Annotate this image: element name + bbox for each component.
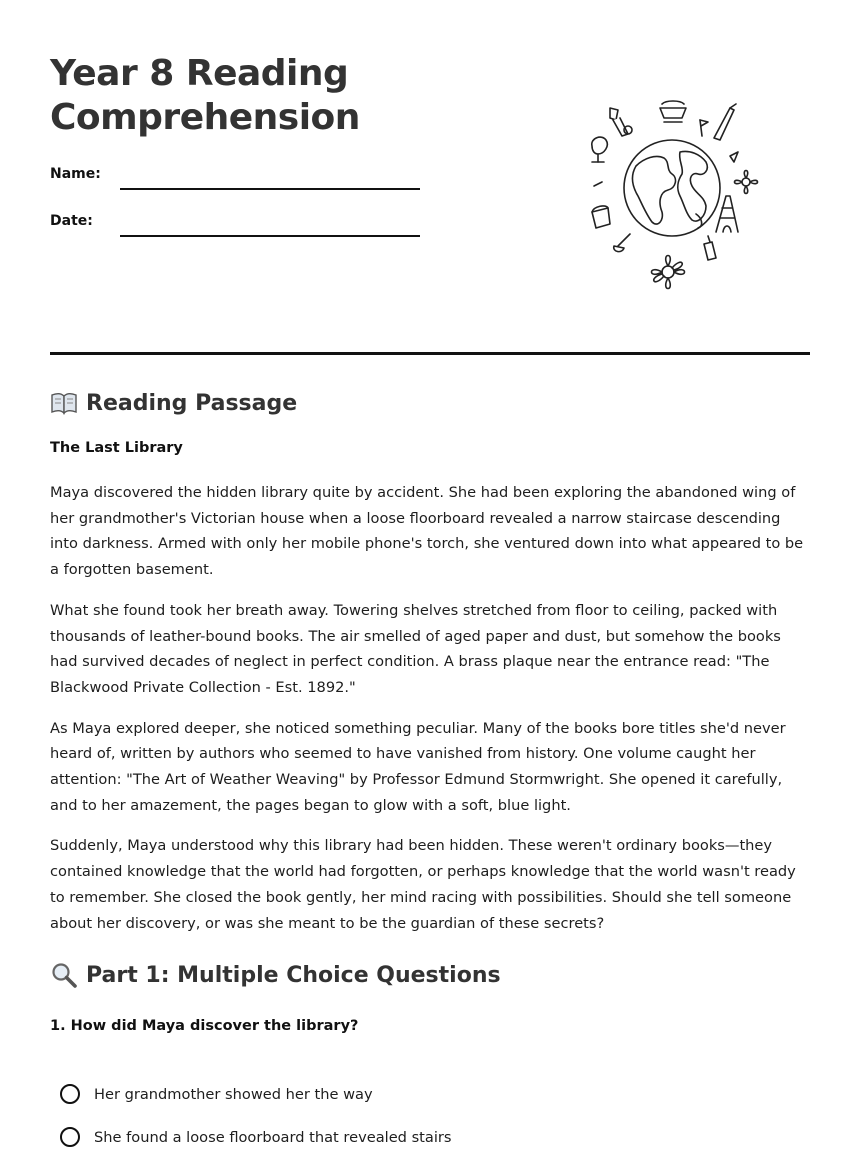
question-1-text: 1. How did Maya discover the library? — [50, 1018, 359, 1034]
passage-title: The Last Library — [50, 440, 183, 456]
world-landmarks-globe-icon — [580, 96, 770, 296]
passage-body — [50, 480, 810, 951]
radio-button[interactable] — [60, 1127, 80, 1147]
worksheet-page — [50, 0, 810, 1146]
passage-paragraph: Suddenly, Maya understood why this library had been hidden. These weren't ordinary books—they contained knowledge that the world had forgotten, or perhaps knowledge that the world wasn't ready to remember. She closed the book gently, her mind racing with possibilities. Should she tell someone about her discovery, or was she meant to be the guardian of these secrets? — [50, 837, 796, 932]
reading-passage-heading — [50, 390, 297, 416]
passage-paragraph: As Maya explored deeper, she noticed something peculiar. Many of the books bore titles she'd never heard of, written by authors who seemed to have vanished from history. One volume caught her attention: "The Art of Weather Weaving" by Professor Edmund Stormwright. She opened it carefully, and to her amazement, the pages began to glow with a soft, blue light. — [50, 719, 786, 814]
date-field[interactable] — [50, 213, 420, 237]
mcq-heading — [50, 962, 501, 988]
passage-paragraph: Maya discovered the hidden library quite by accident. She had been exploring the abandoned wing of her grandmother's Victorian house when a loose floorboard revealed a narrow staircase descending into darkness. Armed with only her mobile phone's torch, she ventured down into what appeared to be a forgotten basement. — [50, 484, 804, 579]
page-title — [50, 52, 490, 140]
question-1-option-a[interactable] — [60, 1084, 373, 1104]
title-line-1: Year 8 Reading — [50, 53, 349, 94]
reading-passage-heading-text: Reading Passage — [86, 390, 298, 416]
option-label: She found a loose floorboard that revealed stairs — [94, 1128, 452, 1146]
title-line-2: Comprehension — [50, 97, 360, 138]
date-line[interactable] — [120, 235, 420, 237]
mcq-heading-text: Part 1: Multiple Choice Questions — [86, 962, 501, 988]
worksheet-header — [50, 0, 810, 355]
option-label: Her grandmother showed her the way — [94, 1085, 373, 1103]
name-label: Name: — [50, 166, 101, 182]
name-line[interactable] — [120, 188, 420, 190]
magnifying-glass-icon — [50, 962, 78, 988]
passage-paragraph: What she found took her breath away. Towering shelves stretched from floor to ceiling, packed with thousands of leather-bound books. The air smelled of aged paper and dust, but somehow the books had survived decades of neglect in perfect condition. A brass plaque near the entrance read: "The Blackwood Private Collection - Est. 1892." — [50, 601, 781, 696]
open-book-icon — [50, 390, 78, 416]
name-field[interactable] — [50, 166, 420, 190]
date-label: Date: — [50, 213, 93, 229]
question-1-option-b[interactable] — [60, 1127, 452, 1147]
radio-button[interactable] — [60, 1084, 80, 1104]
